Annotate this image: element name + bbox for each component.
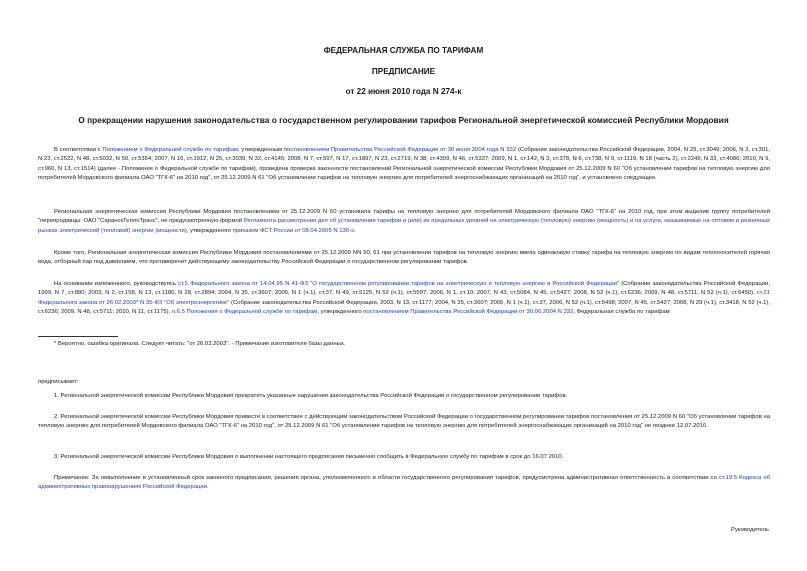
footnote: * Вероятно, ошибка оригинала. Следует читать: "от 26.03.2003". - Примечание изготовителя базы данных.: [54, 341, 346, 347]
signature-label: Руководитель: [731, 527, 769, 533]
text-run: (Собрание законодательства Российской Федерации, 2003, N 13, ст.1177; 2004, N 35, ст.3607; 2005, N 1 (ч.1), ст.37, 2006, N 52 (ч.1), ст.5498; 2007, N 45, ст.5427; 2008, N 29 (ч.1), ст.3418, N 52 (ч.1), ст.6236; 2009, N 48, ст.5711; 2010, N 11, ст.1175),: [38, 299, 770, 315]
text-run: На основании изложенного, руководствуясь: [54, 281, 179, 287]
text-run: Примечание: За невыполнение в установленный срок законного предписания, решения органа, уполномоченного в области государственного регулирования тарифов, предусмотрена административная ответственность в соответствии со: [54, 475, 719, 481]
link-tariff-regulation-rules[interactable]: Регламента рассмотрения дел об установлении тарифов и (или) их предельных уровней на электрическую (тепловую) энергию (мощность) и на услуги, оказываемые на оптовом и розничных рынках электрической (тепловой) энергии (мощности): [38, 218, 770, 234]
text-run: , утвержденного: [317, 308, 364, 315]
note-paragraph: [38, 474, 770, 493]
link-federal-law-35fz[interactable]: ст.21 Федерального закона от 26.02.2003* N 35-ФЗ "Об электроэнергетике": [38, 290, 770, 306]
agency-heading: ФЕДЕРАЛЬНАЯ СЛУЖБА ПО ТАРИФАМ: [323, 46, 484, 55]
link-regulation-clause-6-5[interactable]: п.6.5 Положения о Федеральной службе по тарифам: [171, 308, 318, 315]
link-fst-order-130e[interactable]: приказом ФСТ России от 08.04.2005 N 130-э: [232, 227, 355, 234]
link-regulation-fst[interactable]: Положением о Федеральной службе по тарифам: [102, 147, 238, 153]
text-run: , утвержденным: [237, 147, 284, 153]
document-type-heading: ПРЕДПИСАНИЕ: [371, 67, 436, 76]
document-title: О прекращении нарушения законодательства о государственном регулировании тарифов Региональной энергетической комиссией Республики Мордовия: [78, 115, 729, 125]
order-item-2: 2. Региональной энергетической комиссии Республики Мордовия привести в соответствие с действующим законодательством Российской Федерации о государственном регулировании тарифов постановления от 25.12.2009 N 60 "Об установлении тарифов на тепловую энергию для потребителей Мордовского филиала ОАО "ТГК-6" на 2010 год", от 25.12.2009 N 61 "Об установлении тарифов на тепловую энергию для потребителей энергоснабжающих организаций на 2010 год" не позднее 12.07.2010.: [38, 414, 770, 430]
text-run: .: [207, 484, 209, 491]
text-run: (Собрание законодательства Российской Федерации, 1999, N 7, ст.880; 2003, N 2, ст.158, N 13, ст.1180, N 28, ст.2894; 2004, N 35, ст.3607; 2005, N 1 (ч.1), ст.37, N 49, ст.5125, N 52 (ч.1), ст.5597; 2006, N 1, ст.10; 2007, N 43, ст.5084, N 45, ст.5427; 2008, N 52 (ч.1), ст.6236; 2009, N 48, ст.5711, N 52 (ч.1), ст.6450),: [38, 281, 770, 297]
text-run: В соответствии с: [54, 147, 103, 153]
link-government-decree-332-b[interactable]: постановлением Правительства Российской Федерации от 30.06.2004 N 332: [363, 308, 574, 315]
paragraph-grounds: [38, 280, 770, 317]
prescribes-label: предписывает:: [38, 379, 79, 385]
text-run: , утвержденного: [186, 227, 233, 234]
paragraph-violation-2: Кроме того, Региональная энергетическая комиссия Республики Мордовия постановлениями от 25.12.2009 NN 60, 61 при установлении тарифов на тепловую энергию ввела одинаковую ставку тарифа на тепловую энергию по видам теплоносителей горячая вода, отборный пар под давлением, что противоречит действующему законодательству Российской Федерации о государственном регулировании тарифов.: [38, 250, 770, 266]
text-run: Региональная энергетическая комиссия Республики Мордовия постановлением от 25.12.2009 N 60 установила тарифы на тепловую энергию для потребителей Мордовского филиала ОАО "ТГК-6" на 2010 год, при этом выделив группу потребителей "перепродавцы: ОАО "СаранскТеплоТранс", не предусмотренную формой: [38, 209, 770, 225]
paragraph-legal-basis: [38, 146, 770, 183]
order-item-1: 1. Региональной энергетической комиссии Республики Мордовия прекратить указанные нарушения законодательства Российской Федерации о государственном регулировании тарифов.: [54, 393, 568, 399]
text-run: .: [354, 227, 356, 234]
text-run: (Собрание законодательства Российской Федерации, 2004, N 29, ст.3049; 2006, N 3, ст.301, N 23, ст.2522, N 48, ст.5032, N 50, ст.5354; 2007, N 16, ст.1912, N 25, ст.3039, N 32, ст.4145; 2008, N 7, ст.597, N 17, ст.1897, N 23, ст.2719, N 38, ст.4309, N 46, ст.5337; 2009, N 1, ст.142; N 3, ст.378, N 6, ст.738, N 9, ст.1119, N 18 (часть 2), ст.2249, N 33, ст.4086; 2010, N 9, ст.960, N 13, ст.1514) (далее - Положение о Федеральной службе по тарифам), проведена проверка законности постановлений Региональной энергетической комиссии Республики Мордовия от 25.12.2009 N 60 "Об установлении тарифов на тепловую энергию для потребителей Мордовского филиала ОАО "ТГК-6" на 2010 год", от 25.12.2009 N 61 "Об установлении тарифов на тепловую энергию для потребителей энергоснабжающих организаций на 2010 год", и установлено следующее.: [38, 147, 771, 181]
footnote-divider: [38, 336, 118, 337]
text-run: , Федеральная служба по тарифам: [573, 308, 670, 315]
order-item-3: 3. Региональной энергетической комиссии Республики Мордовия о выполнении настоящего предписания письменно сообщить в Федеральную службу по тарифам в срок до 16.07.2010.: [54, 454, 564, 460]
link-government-decree-332[interactable]: постановлением Правительства Российской Федерации от 30 июня 2004 года N 332: [283, 147, 517, 153]
link-federal-law-41fz[interactable]: ст.5 Федерального закона от 14.04.95 N 41-ФЗ "О государственном регулировании тарифов на электрическую и тепловую энергию в Российской Федерации": [178, 281, 620, 287]
document-date-number: от 22 июня 2010 года N 274-к: [345, 87, 462, 96]
paragraph-violation-1: [38, 208, 770, 236]
link-admin-code-19-5[interactable]: ст.19.5 Кодекса об административных правонарушениях Российской Федерации: [38, 475, 771, 491]
